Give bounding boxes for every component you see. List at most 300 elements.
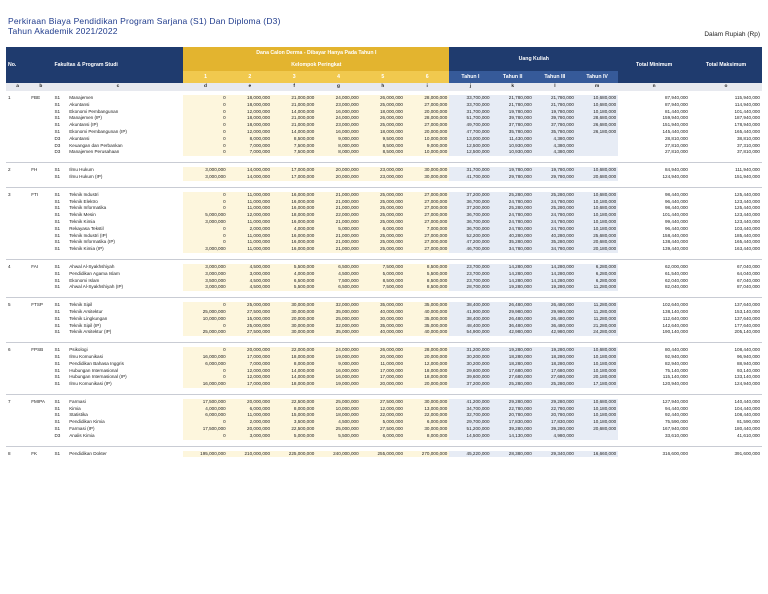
dana-value: 3,000,000	[183, 167, 227, 174]
uang-kuliah-value: 19,280,000	[492, 347, 534, 354]
dana-value: 18,000,000	[361, 109, 405, 116]
table-row	[6, 399, 762, 406]
program-name: Teknik Arsitektur (IP)	[69, 329, 112, 335]
dana-value: 12,000,000	[228, 374, 272, 381]
faculty-number	[6, 129, 29, 136]
table-row	[6, 167, 762, 174]
total-minimum-value: 142,640,000	[662, 322, 688, 328]
dana-value: 0	[183, 226, 227, 233]
dana-value: 27,000,000	[405, 122, 449, 129]
dana-value: 23,000,000	[316, 122, 360, 129]
dana-value: 17,500,000	[183, 399, 227, 406]
faculty-number: 3	[8, 191, 11, 197]
dana-value: 30,000,000	[272, 323, 316, 330]
faculty-number	[6, 149, 29, 156]
dana-value: 8,000,000	[272, 361, 316, 368]
dana-value: 0	[183, 109, 227, 116]
dana-value: 14,000,000	[228, 167, 272, 174]
uang-kuliah-value: 14,500,000	[449, 433, 491, 440]
uang-kuliah-value: 10,180,000	[576, 368, 618, 375]
dana-value: 5,500,000	[405, 271, 449, 278]
dana-value: 18,000,000	[361, 129, 405, 136]
dana-value: 5,000,000	[361, 271, 405, 278]
letter-e: e	[228, 83, 272, 91]
dana-value: 27,000,000	[405, 102, 449, 109]
total-maksimum-value: 88,940,000	[737, 360, 760, 366]
peringkat-3: 3	[272, 71, 316, 83]
total-minimum-value: 138,440,000	[662, 239, 688, 245]
dana-value: 25,000,000	[361, 212, 405, 219]
uang-kuliah-value: 37,200,000	[449, 381, 491, 388]
uang-kuliah-value: 27,680,000	[534, 374, 576, 381]
uang-kuliah-value: 25,280,000	[534, 205, 576, 212]
faculty-code	[29, 219, 52, 226]
table-row	[6, 278, 762, 285]
total-minimum-value: 151,940,000	[662, 122, 688, 128]
dana-value: 16,000,000	[183, 381, 227, 388]
letter-i: i	[405, 83, 449, 91]
program-level: S1	[54, 381, 61, 387]
uang-kuliah-value: 18,280,000	[534, 361, 576, 368]
uang-kuliah-value: 24,780,000	[534, 199, 576, 206]
program-name: Teknik Kimia (IP)	[69, 246, 104, 252]
dana-value: 27,000,000	[405, 246, 449, 253]
uang-kuliah-value: 19,780,000	[492, 167, 534, 174]
uang-kuliah-value: 10,930,000	[492, 143, 534, 150]
dana-value: 35,000,000	[405, 323, 449, 330]
dana-value: 18,000,000	[228, 122, 272, 129]
dana-value: 8,000,000	[405, 433, 449, 440]
total-maksimum-value: 93,140,000	[737, 367, 760, 373]
peringkat-4: 4	[316, 71, 360, 83]
dana-value: 5,500,000	[316, 433, 360, 440]
program-level: D3	[54, 135, 61, 141]
program-name: Psikologi	[69, 347, 88, 353]
dana-value: 270,000,000	[405, 451, 449, 458]
dana-value: 16,000,000	[272, 239, 316, 246]
table-row	[6, 347, 762, 354]
uang-kuliah-value: 42,980,000	[492, 329, 534, 336]
dana-value: 0	[183, 374, 227, 381]
uang-kuliah-value: 10,680,000	[576, 167, 618, 174]
dana-value: 4,000,000	[272, 226, 316, 233]
dana-value: 22,000,000	[361, 412, 405, 419]
uang-kuliah-value: 39,280,000	[534, 426, 576, 433]
table-row	[6, 102, 762, 109]
dana-value: 15,000,000	[228, 316, 272, 323]
total-maksimum-value: 101,440,000	[734, 108, 760, 114]
faculty-number	[6, 354, 29, 361]
dana-value: 4,000,000	[183, 406, 227, 413]
total-maksimum-value: 87,040,000	[737, 284, 760, 290]
uang-kuliah-value: 25,280,000	[534, 192, 576, 199]
uang-kuliah-value: 10,180,000	[576, 226, 618, 233]
uang-kuliah-value: 31,700,000	[449, 109, 491, 116]
total-minimum-value: 75,590,000	[665, 419, 688, 425]
program-name: Farmasi	[69, 398, 86, 404]
uang-kuliah-value: 20,780,000	[534, 412, 576, 419]
total-maksimum-value: 177,640,000	[734, 322, 760, 328]
total-minimum-value: 27,810,000	[665, 149, 688, 155]
program-level: S1	[54, 322, 61, 328]
uang-kuliah-value: 17,680,000	[492, 368, 534, 375]
dana-value: 3,000,000	[183, 219, 227, 226]
dana-value: 0	[183, 149, 227, 156]
faculty-number	[6, 143, 29, 150]
table-row	[6, 233, 762, 240]
dana-value: 16,000,000	[316, 109, 360, 116]
dana-value: 5,500,000	[272, 284, 316, 291]
dana-value: 18,000,000	[405, 374, 449, 381]
table-row	[6, 368, 762, 375]
uang-kuliah-value: 49,700,000	[449, 122, 491, 129]
dana-value: 30,000,000	[405, 174, 449, 181]
total-maksimum-value: 165,440,000	[734, 128, 760, 134]
dana-value: 6,000,000	[228, 406, 272, 413]
faculty-code	[29, 122, 52, 129]
faculty-code	[29, 354, 52, 361]
uang-kuliah-value: 17,830,000	[534, 419, 576, 426]
dana-value: 11,000,000	[228, 205, 272, 212]
faculty-code	[29, 246, 52, 253]
faculty-number	[6, 426, 29, 433]
uang-kuliah-value: 39,780,000	[492, 115, 534, 122]
uang-kuliah-value: 14,280,000	[534, 271, 576, 278]
table-row	[6, 226, 762, 233]
program-name: Analis Kimia	[69, 432, 95, 438]
dana-value: 27,000,000	[405, 199, 449, 206]
uang-kuliah-value: 42,980,000	[534, 329, 576, 336]
dana-value: 30,000,000	[405, 399, 449, 406]
table-row	[6, 309, 762, 316]
total-maksimum-value: 104,440,000	[734, 405, 760, 411]
uang-kuliah-value: 6,280,000	[576, 264, 618, 271]
dana-value: 8,500,000	[361, 143, 405, 150]
title-line-1: Perkiraan Biaya Pendidikan Program Sarjana (S1) Dan Diploma (D3)	[8, 16, 281, 26]
program-name: Pendidikan Bahasa Inggris	[69, 360, 124, 366]
dana-value: 6,000,000	[361, 226, 405, 233]
uang-kuliah-value: 26,480,000	[492, 302, 534, 309]
uang-kuliah-value: 47,700,000	[449, 129, 491, 136]
uang-kuliah-value: 13,000,000	[449, 136, 491, 143]
faculty-number	[6, 246, 29, 253]
faculty-number: 6	[8, 347, 11, 353]
dana-value: 40,000,000	[405, 329, 449, 336]
dana-value: 25,000,000	[361, 219, 405, 226]
dana-value: 16,000,000	[272, 246, 316, 253]
total-maksimum-value: 67,040,000	[737, 277, 760, 283]
program-name: Rekayasa Tekstil	[69, 225, 104, 231]
dana-value: 32,000,000	[316, 302, 360, 309]
uang-kuliah-value: 37,200,000	[449, 192, 491, 199]
total-maksimum-value: 185,440,000	[734, 232, 760, 238]
total-minimum-value: 138,140,000	[662, 308, 688, 314]
uang-kuliah-value: 10,680,000	[576, 192, 618, 199]
letter-o: o	[690, 83, 762, 91]
uang-kuliah-value: 20,180,000	[576, 246, 618, 253]
dana-value: 25,000,000	[361, 239, 405, 246]
faculty-number	[6, 309, 29, 316]
dana-value: 18,000,000	[272, 212, 316, 219]
dana-value: 27,000,000	[405, 219, 449, 226]
program-name: Teknik Sipil (IP)	[69, 322, 101, 328]
dana-value: 26,000,000	[361, 347, 405, 354]
total-minimum-value: 112,640,000	[662, 315, 688, 321]
table-row	[6, 433, 762, 440]
tahun-4: Tahun IV	[576, 71, 618, 83]
dana-value: 4,500,000	[228, 264, 272, 271]
uang-kuliah-value: 11,280,000	[576, 302, 618, 309]
uang-kuliah-value: 21,780,000	[534, 102, 576, 109]
uang-kuliah-value: 51,700,000	[449, 115, 491, 122]
program-name: Akuntansi	[69, 101, 90, 107]
uang-kuliah-value: 16,660,000	[576, 451, 618, 458]
uang-kuliah-value: 21,780,000	[492, 95, 534, 102]
dana-value: 28,000,000	[405, 115, 449, 122]
faculty-code	[29, 309, 52, 316]
uang-kuliah-value: 11,280,000	[576, 309, 618, 316]
faculty-number	[6, 284, 29, 291]
dana-value: 8,500,000	[405, 264, 449, 271]
uang-kuliah-value: 24,280,000	[576, 329, 618, 336]
dana-value: 27,500,000	[228, 309, 272, 316]
dana-value: 6,000,000	[405, 419, 449, 426]
dana-value: 0	[183, 302, 227, 309]
dana-value: 6,000,000	[183, 361, 227, 368]
uang-kuliah-value	[576, 143, 618, 150]
program-name: Pendidikan Kimia	[69, 419, 105, 425]
table-row	[6, 406, 762, 413]
dana-value: 20,000,000	[228, 347, 272, 354]
total-maksimum-value: 151,940,000	[734, 173, 760, 179]
dana-value: 9,000,000	[316, 361, 360, 368]
faculty-number	[6, 109, 29, 116]
uang-kuliah-value: 40,280,000	[534, 233, 576, 240]
faculty-code	[29, 419, 52, 426]
dana-value: 15,000,000	[272, 412, 316, 419]
total-maksimum-value: 133,140,000	[734, 374, 760, 380]
dana-value: 22,000,000	[405, 412, 449, 419]
dana-value: 35,000,000	[361, 302, 405, 309]
uang-kuliah-value: 14,280,000	[492, 278, 534, 285]
dana-value: 0	[183, 143, 227, 150]
faculty-number	[6, 412, 29, 419]
faculty-code: FH	[31, 167, 38, 173]
dana-value: 21,000,000	[316, 246, 360, 253]
uang-kuliah-value: 36,700,000	[449, 212, 491, 219]
program-name: Teknik Kimia	[69, 218, 96, 224]
header-uang-kuliah: Uang Kuliah	[449, 47, 618, 71]
dana-value: 240,000,000	[316, 451, 360, 458]
total-minimum-value: 33,610,000	[665, 432, 688, 438]
dana-value: 0	[183, 192, 227, 199]
uang-kuliah-value: 47,200,000	[449, 239, 491, 246]
header-no: No.	[6, 47, 52, 83]
dana-value: 25,000,000	[228, 323, 272, 330]
dana-value: 25,000,000	[361, 199, 405, 206]
fee-table	[6, 47, 762, 457]
dana-value: 3,000,000	[228, 271, 272, 278]
uang-kuliah-value: 20,680,000	[576, 239, 618, 246]
uang-kuliah-value: 29,600,000	[449, 368, 491, 375]
uang-kuliah-value: 29,280,000	[534, 399, 576, 406]
total-maksimum-value: 123,440,000	[734, 198, 760, 204]
program-name: Manajemen	[69, 95, 94, 100]
faculty-code: FMIPA	[31, 398, 45, 404]
uang-kuliah-value: 36,700,000	[449, 219, 491, 226]
letter-g: g	[316, 83, 360, 91]
table-row	[6, 316, 762, 323]
faculty-code	[29, 239, 52, 246]
uang-kuliah-value: 10,180,000	[576, 199, 618, 206]
dana-value: 11,000,000	[228, 192, 272, 199]
faculty-code	[29, 412, 52, 419]
uang-kuliah-value: 18,280,000	[534, 354, 576, 361]
dana-value: 17,000,000	[272, 174, 316, 181]
dana-value: 210,000,000	[228, 451, 272, 458]
uang-kuliah-value: 34,780,000	[492, 246, 534, 253]
dana-value: 40,000,000	[361, 309, 405, 316]
program-level: S1	[54, 115, 61, 121]
faculty-code	[29, 102, 52, 109]
total-minimum-value: 158,440,000	[662, 232, 688, 238]
table-row	[6, 109, 762, 116]
program-name: Ahwal Al-Syakhshiyah (IP)	[69, 284, 124, 290]
total-maksimum-value: 123,440,000	[734, 218, 760, 224]
uang-kuliah-value: 10,930,000	[492, 149, 534, 156]
total-maksimum-value: 111,940,000	[735, 167, 760, 173]
dana-value: 11,000,000	[228, 246, 272, 253]
unit-label: Dalam Rupiah (Rp)	[704, 31, 760, 38]
program-name: Manajemen Perusahaan	[69, 149, 120, 155]
letter-j: j	[449, 83, 491, 91]
total-maksimum-value: 165,440,000	[734, 239, 760, 245]
dana-value: 0	[183, 433, 227, 440]
uang-kuliah-value: 41,200,000	[449, 399, 491, 406]
dana-value: 28,000,000	[405, 95, 449, 102]
dana-value: 21,000,000	[316, 192, 360, 199]
program-level: S1	[54, 263, 61, 269]
uang-kuliah-value: 48,400,000	[449, 323, 491, 330]
uang-kuliah-value: 32,700,000	[449, 412, 491, 419]
letter-b: b	[29, 83, 52, 91]
dana-value: 20,000,000	[405, 354, 449, 361]
dana-value: 21,000,000	[316, 239, 360, 246]
peringkat-6: 6	[405, 71, 449, 83]
dana-value: 25,000,000	[316, 316, 360, 323]
table-row	[6, 136, 762, 143]
total-minimum-value: 99,440,000	[665, 218, 688, 224]
dana-value: 3,500,000	[272, 419, 316, 426]
table-row	[6, 192, 762, 199]
letter-l: l	[534, 83, 576, 91]
total-maksimum-value: 178,940,000	[734, 122, 760, 128]
dana-value: 22,500,000	[272, 399, 316, 406]
uang-kuliah-value: 30,200,000	[449, 361, 491, 368]
faculty-number	[6, 433, 29, 440]
faculty-code	[29, 323, 52, 330]
faculty-number	[6, 374, 29, 381]
total-minimum-value: 115,140,000	[662, 374, 688, 380]
dana-value: 20,000,000	[361, 354, 405, 361]
program-level: S1	[54, 108, 61, 114]
table-row	[6, 451, 762, 458]
total-minimum-value: 62,000,000	[665, 263, 688, 269]
uang-kuliah-value: 10,680,000	[576, 205, 618, 212]
uang-kuliah-value: 18,280,000	[492, 354, 534, 361]
program-name: Teknik Sipil	[69, 302, 93, 308]
uang-kuliah-value: 35,280,000	[492, 239, 534, 246]
dana-value: 0	[183, 199, 227, 206]
table-row	[6, 149, 762, 156]
table-row	[6, 239, 762, 246]
uang-kuliah-value: 35,780,000	[534, 129, 576, 136]
faculty-number	[6, 368, 29, 375]
dana-value: 17,000,000	[228, 354, 272, 361]
faculty-code	[29, 284, 52, 291]
program-level: S1	[54, 329, 61, 335]
header-total-minimum: Total Minimum	[618, 47, 690, 83]
uang-kuliah-value: 38,400,000	[449, 316, 491, 323]
faculty-number: 8	[8, 450, 11, 456]
faculty-number: 7	[8, 398, 11, 404]
dana-value: 12,000,000	[405, 361, 449, 368]
total-minimum-value: 82,940,000	[665, 360, 688, 366]
uang-kuliah-value: 36,480,000	[534, 323, 576, 330]
peringkat-2: 2	[228, 71, 272, 83]
uang-kuliah-value: 23,700,000	[449, 271, 491, 278]
uang-kuliah-value: 10,180,000	[576, 219, 618, 226]
program-name: Manajemen (IP)	[69, 115, 102, 121]
uang-kuliah-value: 31,700,000	[449, 167, 491, 174]
uang-kuliah-value: 31,200,000	[449, 347, 491, 354]
program-level: S1	[54, 205, 61, 211]
table-row	[6, 219, 762, 226]
fee-table-body	[6, 91, 762, 457]
faculty-code	[29, 426, 52, 433]
dana-value: 9,000,000	[316, 136, 360, 143]
uang-kuliah-value: 37,780,000	[534, 122, 576, 129]
peringkat-5: 5	[361, 71, 405, 83]
uang-kuliah-value: 28,700,000	[449, 284, 491, 291]
program-name: Ekonomi Islam	[69, 277, 100, 283]
program-level: S1	[54, 353, 61, 359]
total-minimum-value: 167,940,000	[662, 426, 688, 432]
dana-value: 20,000,000	[228, 426, 272, 433]
faculty-code: FTSP	[31, 302, 43, 308]
uang-kuliah-value: 10,680,000	[576, 102, 618, 109]
uang-kuliah-value: 52,200,000	[449, 233, 491, 240]
dana-value: 21,000,000	[272, 102, 316, 109]
uang-kuliah-value: 36,700,000	[449, 226, 491, 233]
table-row	[6, 122, 762, 129]
uang-kuliah-value: 14,280,000	[534, 278, 576, 285]
program-level: S1	[54, 270, 61, 276]
dana-value: 25,000,000	[361, 192, 405, 199]
faculty-code	[29, 109, 52, 116]
faculty-number	[6, 205, 29, 212]
dana-value: 3,000,000	[183, 264, 227, 271]
total-minimum-value: 92,940,000	[665, 353, 688, 359]
uang-kuliah-value: 27,680,000	[492, 374, 534, 381]
dana-value: 13,000,000	[405, 406, 449, 413]
uang-kuliah-value: 4,980,000	[534, 433, 576, 440]
dana-value: 8,500,000	[361, 149, 405, 156]
dana-value: 9,000,000	[405, 143, 449, 150]
uang-kuliah-value: 25,680,000	[576, 233, 618, 240]
dana-value: 6,500,000	[272, 278, 316, 285]
total-maksimum-value: 153,140,000	[734, 308, 760, 314]
